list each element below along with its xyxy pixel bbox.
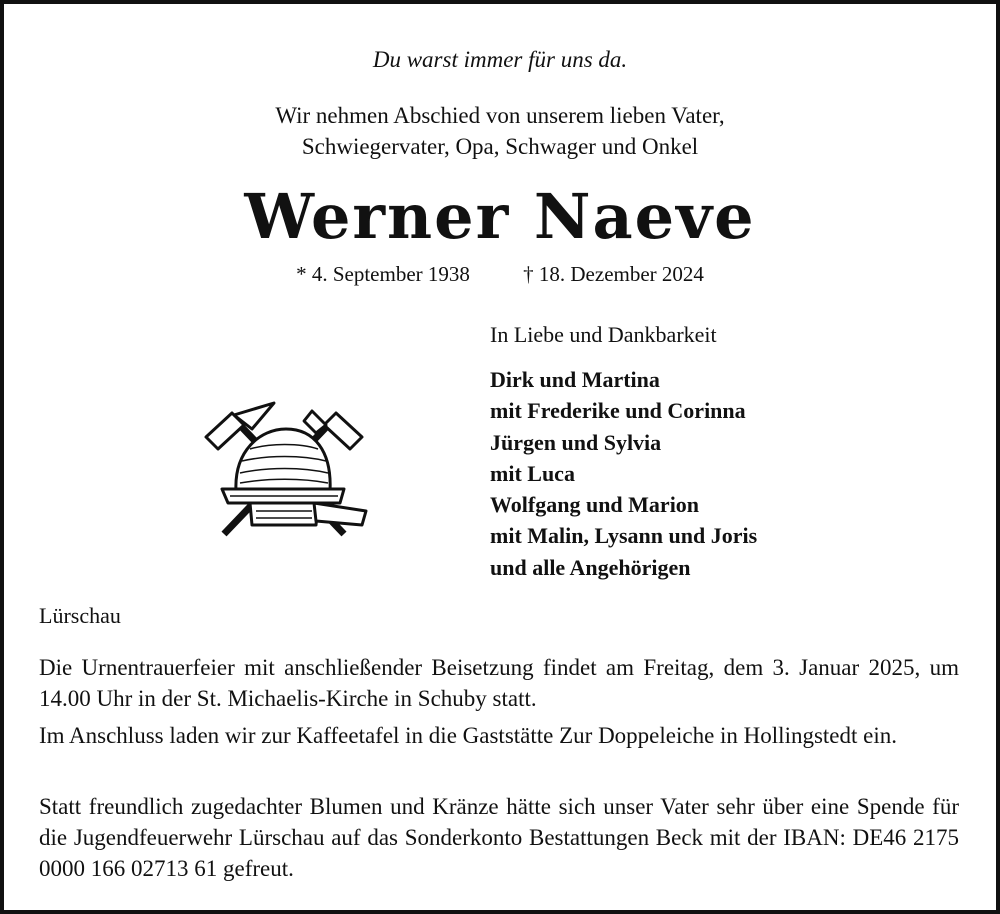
mourner-line: mit Frederike und Corinna (490, 398, 746, 424)
firefighter-helmet-axes-icon (194, 399, 374, 549)
mourner-line: mit Luca (490, 460, 575, 486)
mourner-line: mit Malin, Lysann und Joris (490, 523, 758, 549)
birth-date: * 4. September 1938 (296, 262, 470, 286)
life-dates (4, 262, 996, 287)
funeral-info-paragraph: Die Urnentrauerfeier mit anschließender Beisetzung findet am Freitag, dem 3. Januar 2025, um 14.00 Uhr in der St. Michaelis-Kirche in Schuby statt. (39, 655, 959, 711)
deceased-name: Werner Naeve (244, 180, 756, 253)
mourner-line: Wolfgang und Marion (490, 492, 700, 518)
intro-text (4, 100, 996, 162)
thanks-line: In Liebe und Dankbarkeit (490, 322, 717, 347)
mourner-line: Dirk und Martina (490, 367, 660, 392)
mourners-list (490, 364, 757, 583)
intro-line: Wir nehmen Abschied von unserem lieben Vater, (275, 103, 725, 128)
reception-info-paragraph: Im Anschluss laden wir zur Kaffeetafel in die Gaststätte Zur Doppeleiche in Hollingstedt ein. (39, 723, 897, 748)
intro-line: Schwiegervater, Opa, Schwager und Onkel (301, 134, 699, 159)
mourner-line: Jürgen und Sylvia (490, 429, 662, 455)
death-date: † 18. Dezember 2024 (523, 262, 704, 286)
mourner-line: und alle Angehörigen (490, 554, 691, 580)
donation-info-paragraph: Statt freundlich zugedachter Blumen und Kränze hätte sich unser Vater sehr über eine Spende für die Jugendfeuerwehr Lürschau auf das Sonderkonto Bestattungen Beck mit der IBAN: DE46 2175 0000 166 02713 61 gefreut. (39, 794, 959, 881)
place-name: Lürschau (39, 603, 121, 628)
motto: Du warst immer für uns da. (372, 47, 628, 72)
